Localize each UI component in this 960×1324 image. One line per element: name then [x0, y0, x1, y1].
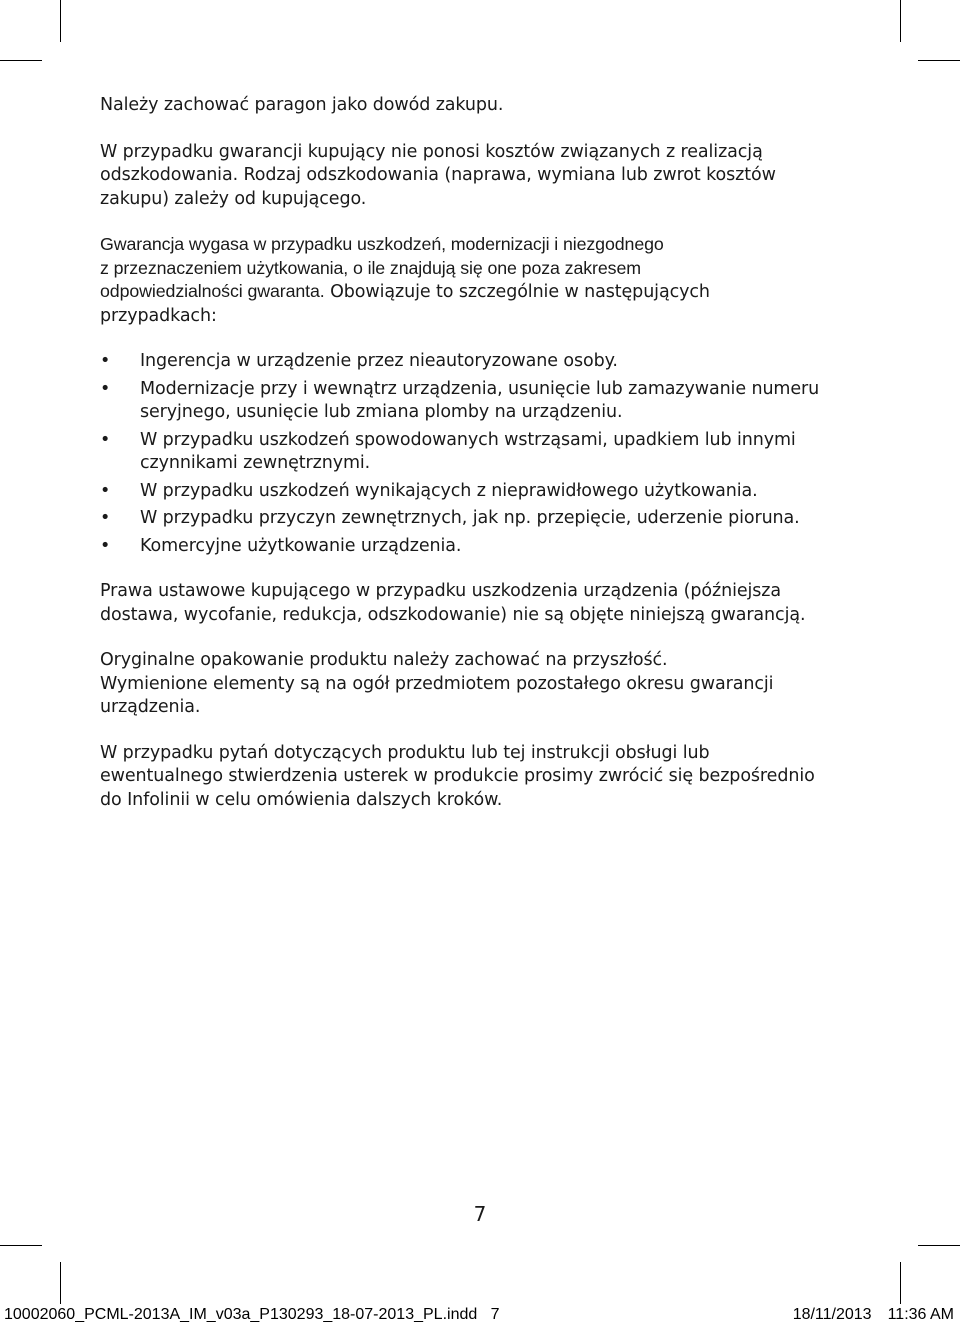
- footer-time: 11:36 AM: [887, 1306, 954, 1323]
- exclusions-list: [100, 350, 880, 558]
- footer-file-name: [4, 1306, 500, 1324]
- list-item: [100, 480, 880, 504]
- list-item: [100, 350, 880, 374]
- text-line: odpowiedzialności gwaranta.: [100, 281, 325, 301]
- text-line: seryjnego, usunięcie lub zmiana plomby na urządzeniu.: [140, 402, 623, 422]
- text-line: czynnikami zewnętrznymi.: [140, 453, 371, 473]
- paragraph-helpline: [100, 742, 880, 813]
- bullet-icon: •: [100, 351, 111, 371]
- text-line: W przypadku gwarancji kupujący nie ponosi kosztów związanych z realizacją: [100, 141, 763, 162]
- text-line: W przypadku uszkodzeń wynikających z nieprawidłowego użytkowania.: [140, 480, 758, 501]
- page-number: 7: [473, 1202, 487, 1226]
- paragraph-packaging: [100, 649, 880, 720]
- crop-mark-top-right: [900, 0, 901, 42]
- footer-timestamp: [793, 1306, 954, 1324]
- text-line: z przeznaczeniem użytkowania, o ile znajdują się one poza zakresem: [100, 257, 641, 278]
- page-content: [100, 94, 880, 812]
- text-line: Obowiązuje to szczególnie w następujących: [330, 282, 710, 302]
- text-line: Należy zachować paragon jako dowód zakupu.: [100, 95, 504, 115]
- text-line: Wymienione elementy są na ogół przedmiotem pozostałego okresu gwarancji: [100, 673, 774, 694]
- text-line: ewentualnego stwierdzenia usterek w produkcie prosimy zwrócić się bezpośrednio: [100, 766, 815, 786]
- list-item: [100, 429, 880, 476]
- bullet-icon: •: [100, 378, 111, 399]
- bullet-icon: •: [100, 508, 111, 528]
- text-line: do Infolinii w celu omówienia dalszych kroków.: [100, 789, 503, 810]
- text-line: Komercyjne użytkowanie urządzenia.: [140, 535, 462, 556]
- paragraph-warranty-costs: [100, 141, 880, 212]
- text-line: odszkodowania. Rodzaj odszkodowania (naprawa, wymiana lub zwrot kosztów: [100, 165, 776, 185]
- bullet-icon: •: [100, 480, 111, 501]
- paragraph-warranty-expiry: [100, 233, 880, 328]
- text-line: dostawa, wycofanie, redukcja, odszkodowanie) nie są objęte niniejszą gwarancją.: [100, 604, 806, 625]
- text-line: zakupu) zależy od kupującego.: [100, 188, 367, 209]
- crop-mark-top-right-h: [918, 60, 960, 61]
- text-line: W przypadku przyczyn zewnętrznych, jak np. przepięcie, uderzenie pioruna.: [140, 508, 800, 528]
- list-item: [100, 507, 880, 531]
- crop-mark-top-left: [60, 0, 61, 42]
- text-line: Ingerencja w urządzenie przez nieautoryzowane osoby.: [140, 351, 618, 371]
- text-line: Prawa ustawowe kupującego w przypadku uszkodzenia urządzenia (późniejsza: [100, 581, 782, 601]
- list-item: [100, 378, 880, 425]
- crop-mark-bottom-left: [60, 1262, 61, 1304]
- text-line: W przypadku uszkodzeń spowodowanych wstrząsami, upadkiem lub innymi: [140, 429, 796, 450]
- text-line: Gwarancja wygasa w przypadku uszkodzeń, modernizacji i niezgodnego: [100, 234, 664, 254]
- text-line: przypadkach:: [100, 305, 217, 326]
- crop-mark-bottom-left-h: [0, 1245, 42, 1246]
- crop-mark-top-left-h: [0, 60, 42, 61]
- list-item: [100, 535, 880, 559]
- text-line: Oryginalne opakowanie produktu należy zachować na przyszłość.: [100, 650, 668, 670]
- bullet-icon: •: [100, 429, 111, 450]
- footer-date: 18/11/2013: [792, 1306, 872, 1323]
- crop-mark-bottom-right-h: [918, 1245, 960, 1246]
- bullet-icon: •: [100, 535, 111, 556]
- text-line: W przypadku pytań dotyczących produktu lub tej instrukcji obsługi lub: [100, 742, 710, 763]
- paragraph-receipt: [100, 94, 880, 118]
- text-line: urządzenia.: [100, 697, 201, 717]
- crop-mark-bottom-right: [900, 1262, 901, 1304]
- text-line: Modernizacje przy i wewnątrz urządzenia, usunięcie lub zamazywanie numeru: [140, 378, 820, 399]
- paragraph-statutory-rights: [100, 580, 880, 627]
- footer-file-text: 10002060_PCML-2013A_IM_v03a_P130293_18-07-2013_PL.indd 7: [4, 1306, 500, 1323]
